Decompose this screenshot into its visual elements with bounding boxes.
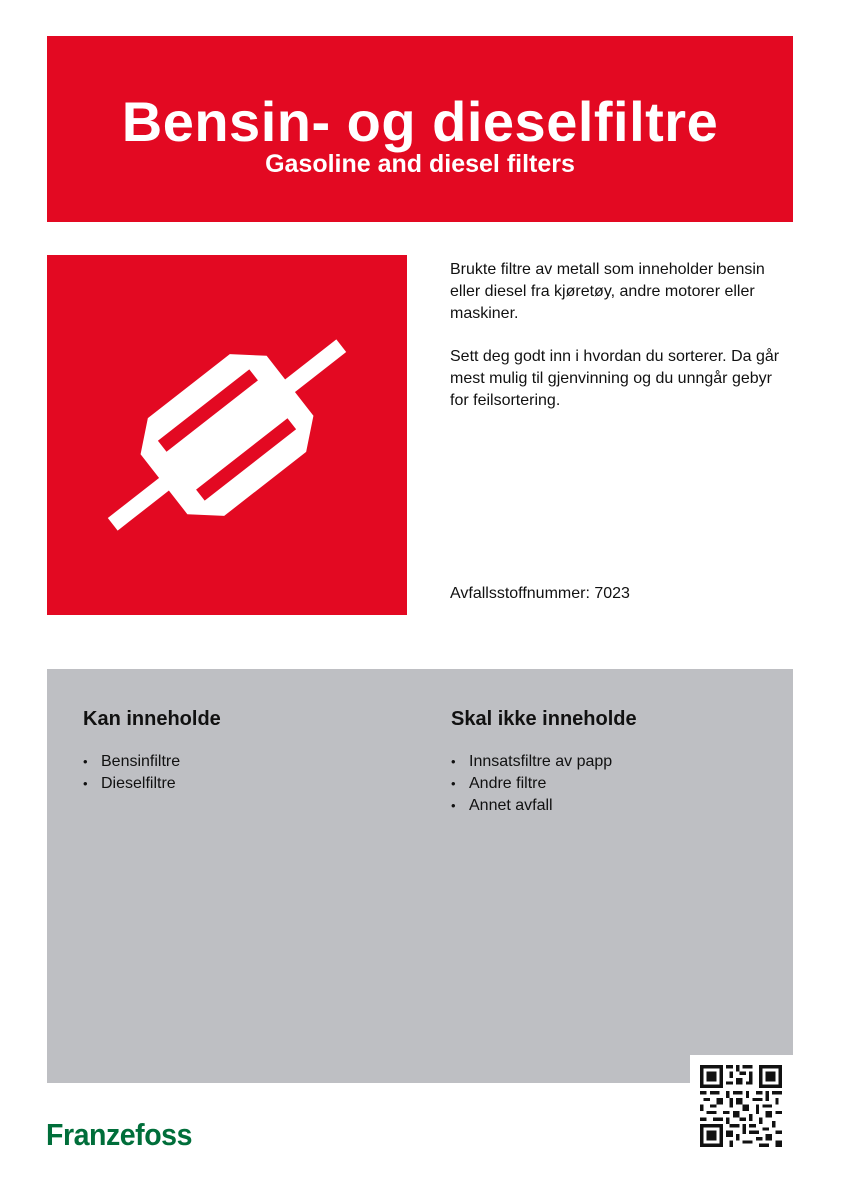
must-not-contain-list [451, 751, 751, 817]
list-item: • Annet avfall [451, 795, 751, 817]
waste-number: Avfallsstoffnummer: 7023 [450, 585, 630, 602]
fuel-filter-icon [47, 255, 407, 615]
franzefoss-logo: Franzefoss [46, 1117, 192, 1152]
title-banner [47, 36, 793, 222]
page-subtitle: Gasoline and diesel filters [265, 150, 575, 178]
list-item: • Dieselfiltre [83, 773, 383, 795]
must-not-contain-column [451, 707, 751, 817]
page-title: Bensin- og dieselfiltre [121, 90, 719, 153]
pictogram-panel [47, 255, 407, 615]
qr-code[interactable] [690, 1055, 794, 1159]
can-contain-list [83, 751, 383, 795]
can-contain-heading: Kan inneholde [83, 708, 221, 730]
contents-panel [47, 669, 793, 1083]
description-paragraph-1: Brukte filtre av metall som inneholder bensin eller diesel fra kjøretøy, andre motorer eller maskiner. [450, 261, 765, 322]
can-contain-column [83, 707, 383, 795]
list-item: • Innsatsfiltre av papp [451, 751, 751, 773]
list-item: • Bensinfiltre [83, 751, 383, 773]
list-item: • Andre filtre [451, 773, 751, 795]
description-paragraph-2: Sett deg godt inn i hvordan du sorterer. Da går mest mulig til gjenvinning og du unngår gebyr for feilsortering. [450, 348, 780, 409]
description [450, 259, 790, 433]
must-not-contain-heading: Skal ikke inneholde [451, 708, 637, 730]
qr-code-icon [700, 1065, 782, 1147]
